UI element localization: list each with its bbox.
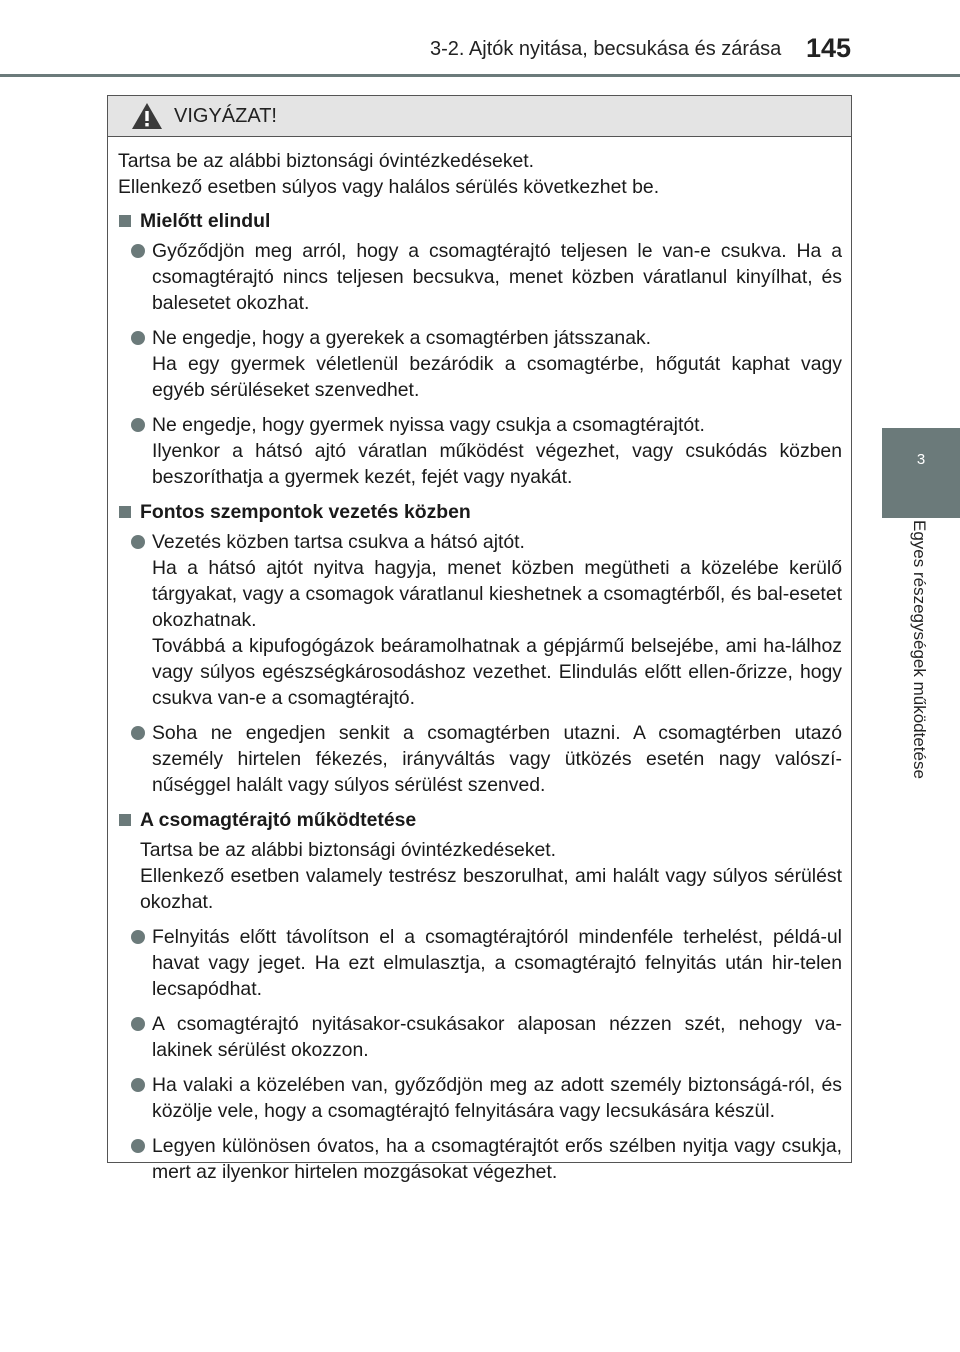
square-bullet-icon bbox=[119, 215, 131, 227]
bullet-item: Legyen különösen óvatos, ha a csomagtérajtót erős szélben nyitja vagy csukja, mert az ilyenkor hirtelen mozgásokat végezhet. bbox=[118, 1133, 842, 1185]
circle-bullet-icon bbox=[131, 535, 145, 549]
circle-bullet-icon bbox=[131, 1017, 145, 1031]
warning-header bbox=[108, 96, 851, 137]
circle-bullet-icon bbox=[131, 1139, 145, 1153]
header-rule bbox=[0, 74, 960, 77]
bullet-item: Soha ne engedjen senkit a csomagtérben utazni. A csomagtérben utazó személy hirtelen fékezés, irányváltás vagy ütközés esetén nagy valószí-nűséggel halált vagy súlyos sérülést szenved. bbox=[118, 720, 842, 798]
warning-box bbox=[107, 95, 852, 1183]
bullet-item: Ne engedje, hogy a gyerekek a csomagtérben játsszanak. Ha egy gyermek véletlenül bezáródik a csomagtérbe, hőgutát kaphat vagy egyéb sérüléseket szenvedhet. bbox=[118, 325, 842, 403]
bullet-item: Vezetés közben tartsa csukva a hátsó ajtót. Ha a hátsó ajtót nyitva hagyja, menet közben megütheti a közelébe kerülő tárgyakat, vagy a csomagok váratlanul kieshetnek a csomagtérből, és bal-esetet okozhatnak. Továbbá a kipufogógázok beáramolhatnak a gépjármű belsejébe, ami ha-lálhoz vagy súlyos egészségkárosodáshoz vezethet. Elindulás előtt ellen-őrizze, hogy csukva van-e a csomagtérajtó. bbox=[118, 529, 842, 711]
section-title: A csomagtérajtó működtetése bbox=[118, 807, 842, 833]
section-title: Mielőtt elindul bbox=[118, 208, 842, 234]
warning-triangle-icon bbox=[130, 101, 164, 131]
section-title: Fontos szempontok vezetés közben bbox=[118, 499, 842, 525]
chapter-label: Egyes részegységek működtetése bbox=[910, 520, 929, 779]
warning-body bbox=[118, 148, 842, 1194]
chapter-tab bbox=[882, 428, 960, 518]
circle-bullet-icon bbox=[131, 418, 145, 432]
section-intro: Tartsa be az alábbi biztonsági óvintézkedéseket. Ellenkező esetben valamely testrész beszorulhat, ami halált vagy súlyos sérülést okozhat. bbox=[140, 839, 842, 913]
intro-line: Tartsa be az alábbi biztonsági óvintézkedéseket. bbox=[118, 150, 535, 172]
bullet-item: Felnyitás előtt távolítson el a csomagtérajtóról mindenféle terhelést, példá-ul havat vagy jeget. Ha ezt elmulasztja, a csomagtérajtó felnyitás után hir-telen lecsapódhat. bbox=[118, 924, 842, 1002]
bullet-item: Győződjön meg arról, hogy a csomagtérajtó teljesen le van-e csukva. Ha a csomagtérajtó nincs teljesen becsukva, menet közben váratlanul kinyílhat, és balesetet okozhat. bbox=[118, 238, 842, 316]
page-number: 145 bbox=[806, 33, 852, 63]
square-bullet-icon bbox=[119, 506, 131, 518]
header-title: 3-2. Ajtók nyitása, becsukása és zárása bbox=[430, 38, 782, 60]
warning-title: VIGYÁZAT! bbox=[174, 104, 277, 127]
circle-bullet-icon bbox=[131, 726, 145, 740]
circle-bullet-icon bbox=[131, 244, 145, 258]
circle-bullet-icon bbox=[131, 1078, 145, 1092]
circle-bullet-icon bbox=[131, 331, 145, 345]
bullet-item: Ha valaki a közelében van, győződjön meg az adott személy biztonságá-ról, és közölje vele, hogy a csomagtérajtó felnyitására vagy lecsukására készül. bbox=[118, 1072, 842, 1124]
intro-line: Ellenkező esetben súlyos vagy halálos sérülés következhet be. bbox=[118, 176, 660, 198]
bullet-item: A csomagtérajtó nyitásakor-csukásakor alaposan nézzen szét, nehogy va-lakinek sérülést okozzon. bbox=[118, 1011, 842, 1063]
warning-intro bbox=[118, 148, 842, 200]
square-bullet-icon bbox=[119, 814, 131, 826]
bullet-item: Ne engedje, hogy gyermek nyissa vagy csukja a csomagtérajtót. Ilyenkor a hátsó ajtó váratlan működést végezhet, vagy csukódás közben beszoríthatja a gyermek kezét, fejét vagy nyakát. bbox=[118, 412, 842, 490]
circle-bullet-icon bbox=[131, 930, 145, 944]
chapter-number: 3 bbox=[916, 451, 926, 468]
